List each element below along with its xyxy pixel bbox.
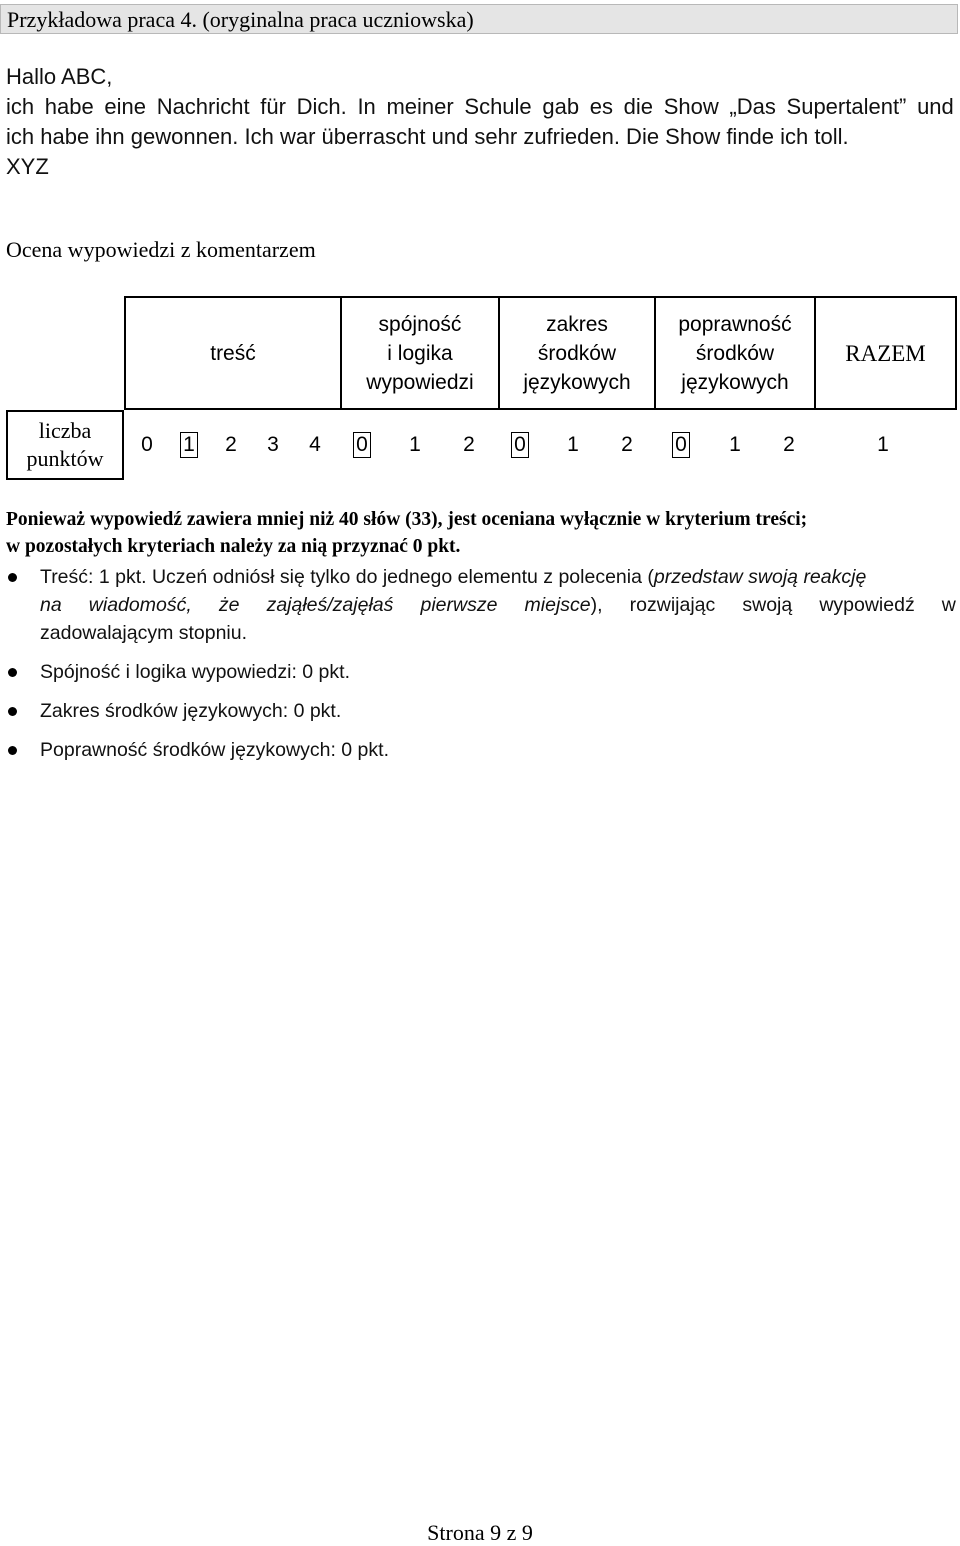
page-number: Strona 9 z 9 — [427, 1520, 533, 1545]
bullet-icon — [8, 573, 17, 582]
bullet-icon — [8, 707, 17, 716]
header-razem — [814, 296, 957, 410]
item1-prefix: Treść: 1 pkt. Uczeń odniósł się tylko do jednego elementu z polecenia ( — [40, 566, 654, 588]
item1-italic-word: wiadomość, — [88, 594, 192, 616]
item1-italic-word: miejsce — [524, 594, 591, 616]
score-text: 2 — [225, 433, 237, 456]
letter-word: Dich. — [296, 94, 347, 119]
score-value — [558, 410, 588, 480]
letter-word: ich — [6, 94, 35, 119]
criteria-item-spojnosc — [6, 658, 956, 686]
commentary-intro-line-1: Ponieważ wypowiedź zawiera mniej niż 40 słów (33), jest oceniana wyłącznie w kryterium treści; — [6, 509, 808, 530]
letter-signature: XYZ — [6, 154, 49, 179]
criteria-item-tresc-line-3: zadowalającym stopniu. — [40, 622, 248, 644]
score-value-selected — [174, 410, 204, 480]
score-text: 1 — [729, 433, 741, 456]
score-text: 0 — [511, 432, 529, 458]
letter-word: eine — [104, 94, 147, 119]
score-value — [868, 410, 898, 480]
criteria-item-zakres-text: Zakres środków językowych: 0 pkt. — [40, 700, 342, 722]
score-text: 1 — [180, 432, 198, 458]
score-text: 2 — [463, 433, 475, 456]
criteria-item-tresc — [6, 563, 956, 647]
score-text: 0 — [672, 432, 690, 458]
header-poprawnosc — [654, 296, 816, 410]
score-value — [216, 410, 246, 480]
item1-italic-word: zająłeś/zajęłaś — [266, 594, 394, 616]
example-title: Przykładowa praca 4. (oryginalna praca uczniowska) — [7, 7, 474, 32]
example-header-bar — [0, 4, 958, 34]
item1-italic-word: że — [218, 594, 240, 616]
header-spojnosc-label: spójność i logika wypowiedzi — [366, 312, 474, 394]
score-text: 1 — [567, 433, 579, 456]
header-zakres-label: zakres środków językowych — [523, 312, 631, 394]
letter-word: gab — [542, 94, 580, 119]
letter-word: meiner — [386, 94, 454, 119]
score-text: 0 — [141, 433, 153, 456]
item1-italic: przedstaw swoją reakcję — [653, 566, 867, 588]
score-text: 1 — [877, 433, 889, 456]
score-value — [400, 410, 430, 480]
score-text: 2 — [621, 433, 633, 456]
item1-plain-word: wypowiedź — [819, 594, 915, 616]
letter-greeting: Hallo ABC, — [6, 64, 113, 89]
bullet-icon — [8, 668, 17, 677]
item1-italic-word: na — [40, 594, 62, 616]
item1-italic-word: pierwsze — [420, 594, 498, 616]
bullet-icon — [8, 746, 17, 755]
criteria-item-spojnosc-text: Spójność i logika wypowiedzi: 0 pkt. — [40, 661, 350, 683]
score-value — [300, 410, 330, 480]
score-row — [124, 410, 955, 480]
letter-word: In — [357, 94, 376, 119]
item1-plain-word: rozwijając — [629, 594, 716, 616]
letter-word: Nachricht — [156, 94, 250, 119]
score-value — [774, 410, 804, 480]
score-value — [258, 410, 288, 480]
criteria-list — [6, 563, 956, 764]
score-text: 2 — [783, 433, 795, 456]
letter-line-2 — [6, 92, 954, 122]
letter-word: für — [260, 94, 286, 119]
score-value — [612, 410, 642, 480]
score-text: 0 — [353, 432, 371, 458]
letter-word: „Das — [729, 94, 776, 119]
criteria-item-poprawnosc — [6, 736, 956, 764]
header-tresc-label: treść — [210, 341, 256, 365]
criteria-item-poprawnosc-text: Poprawność środków językowych: 0 pkt. — [40, 739, 389, 761]
score-value-selected — [347, 410, 377, 480]
header-poprawnosc-label: poprawność środków językowych — [678, 312, 792, 394]
section-title: Ocena wypowiedzi z komentarzem — [6, 237, 316, 262]
letter-word: die — [623, 94, 654, 119]
score-text: 4 — [309, 433, 321, 456]
header-razem-label: RAZEM — [845, 340, 926, 366]
letter-word: Supertalent” — [786, 94, 907, 119]
item1-plain-word: swoją — [742, 594, 793, 616]
row-label-text: liczba punktów — [26, 418, 104, 471]
letter-word: und — [917, 94, 954, 119]
letter-word: es — [589, 94, 613, 119]
score-value-selected — [666, 410, 696, 480]
letter-line-3: ich habe ihn gewonnen. Ich war überrascht und sehr zufrieden. Die Show finde ich toll. — [6, 124, 849, 149]
letter-word: Show — [663, 94, 719, 119]
student-letter — [6, 62, 954, 182]
score-value-selected — [505, 410, 535, 480]
score-value — [720, 410, 750, 480]
criteria-item-tresc-line-1 — [40, 563, 956, 591]
header-tresc — [124, 296, 342, 410]
letter-word: Schule — [464, 94, 532, 119]
row-label-points — [6, 410, 124, 480]
item1-joined-word — [525, 591, 603, 619]
item1-plain-word: ), — [590, 594, 603, 616]
score-value — [132, 410, 162, 480]
score-text: 3 — [267, 433, 279, 456]
criteria-item-zakres — [6, 697, 956, 725]
score-text: 1 — [409, 433, 421, 456]
criteria-item-tresc-line-2 — [40, 591, 956, 619]
header-spojnosc — [340, 296, 500, 410]
commentary — [6, 506, 956, 764]
header-zakres — [498, 296, 656, 410]
letter-word: habe — [44, 94, 94, 119]
score-value — [454, 410, 484, 480]
item1-plain-word: w — [941, 594, 956, 616]
commentary-intro-line-2: w pozostałych kryteriach należy za nią przyznać 0 pkt. — [6, 536, 461, 557]
